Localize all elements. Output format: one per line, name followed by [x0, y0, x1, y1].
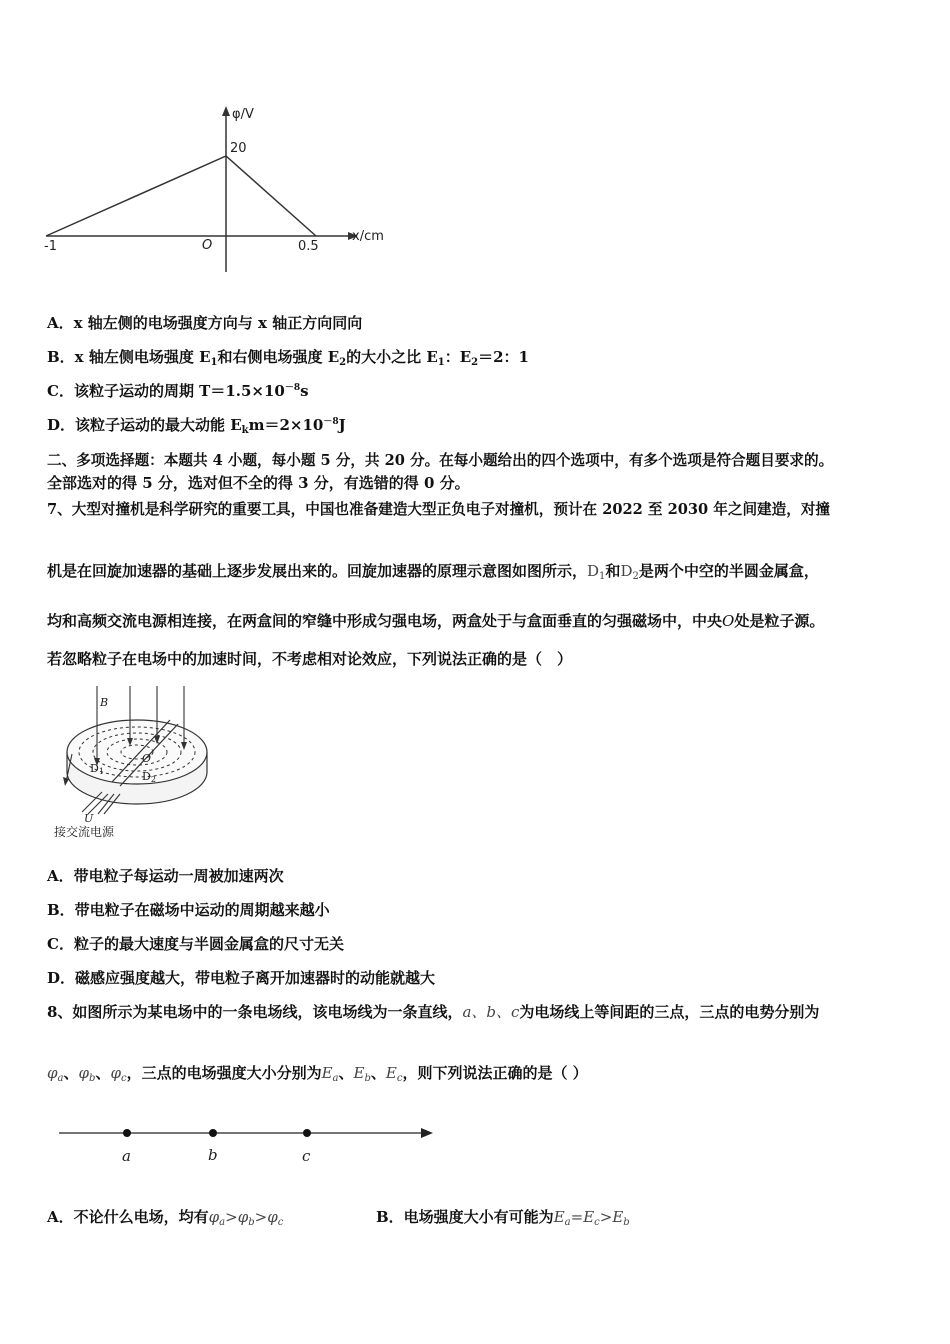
q7-option-b: B．带电粒子在磁场中运动的周期越来越小 — [47, 901, 330, 919]
phi-a-sub: a — [57, 1073, 64, 1084]
q6-option-c — [47, 380, 309, 401]
q8-option-a — [47, 1206, 283, 1228]
q8-b-Ec-sub: c — [594, 1217, 600, 1228]
point-c — [303, 1129, 311, 1137]
q7-d1: D — [587, 562, 600, 580]
label-c: c — [302, 1147, 311, 1165]
q7-line1: 7、大型对撞机是科学研究的重要工具，中国也准备建造大型正负电子对撞机，预计在 2022 至 2030 年之间建造，对撞 — [47, 501, 831, 518]
y-tick-20: 20 — [230, 141, 247, 156]
label-D2: D2 — [142, 770, 156, 784]
q8-a-phi-c: φ — [267, 1208, 278, 1226]
q8-a-phi-a: φ — [208, 1208, 220, 1226]
q8-line1-text: 8、如图所示为某电场中的一条电场线，该电场线为一条直线， — [47, 1003, 463, 1021]
q7-option-a: A．带电粒子每运动一周被加速两次 — [47, 867, 284, 885]
q6-d-sup: －8 — [323, 417, 339, 427]
q8-b-text: B．电场强度大小有可能为 — [376, 1208, 554, 1226]
potential-curve — [46, 156, 316, 236]
q7-line4: 若忽略粒子在电场中的加速时间，不考虑相对论效应，下列说法正确的是（ ） — [47, 650, 573, 668]
q6-b-sub1: 1 — [210, 357, 218, 368]
q6-b-text1: B．x 轴左侧电场强度 E — [47, 348, 211, 366]
E-b: E — [353, 1064, 365, 1082]
q8-line1 — [47, 1001, 819, 1022]
q8-b-eq: = — [570, 1208, 584, 1226]
label-a: a — [122, 1147, 131, 1165]
q8-line1-end: 为电场线上等间距的三点，三点的电势分别为 — [519, 1003, 820, 1021]
q6-d-text2: m＝2×10 — [248, 416, 324, 434]
potential-graph — [40, 100, 410, 280]
q8-a-phi-b-sub: b — [248, 1217, 255, 1228]
q6-c-text2: s — [300, 382, 309, 400]
field-line-arrow — [421, 1128, 433, 1138]
q6-c-text1: C．该粒子运动的周期 T＝1.5×10 — [47, 382, 285, 400]
q6-b-text5: ＝2：1 — [478, 348, 529, 366]
q7-line2 — [47, 560, 819, 582]
q6-option-a: A．x 轴左侧的电场强度方向与 x 轴正方向同向 — [47, 314, 363, 332]
section2-line2: 全部选对的得 5 分，选对但不全的得 3 分，有选错的得 0 分。 — [47, 474, 470, 492]
q6-b-sub2: 2 — [339, 357, 347, 368]
q6-option-d — [47, 414, 346, 436]
q6-b-sub4: 2 — [471, 357, 479, 368]
section2-line1: 二、多项选择题：本题共 4 小题，每小题 5 分，共 20 分。在每小题给出的四个选项中，有多个选项是符合题目要求的。 — [47, 452, 834, 469]
q8-option-b — [376, 1206, 630, 1228]
y-axis-arrow — [222, 106, 230, 116]
E-b-sub: b — [364, 1073, 371, 1084]
q6-d-text3: J — [338, 416, 346, 434]
field-line-figure — [55, 1120, 445, 1170]
phi-c-sub: c — [120, 1073, 127, 1084]
phi-b-sub: b — [89, 1073, 96, 1084]
point-b — [209, 1129, 217, 1137]
q6-c-sup: －8 — [284, 383, 301, 393]
disc-top — [67, 720, 207, 784]
label-D1: D1 — [90, 762, 104, 776]
label-b: b — [208, 1146, 218, 1164]
E-a-sub: a — [332, 1073, 339, 1084]
q8-a-phi-a-sub: a — [219, 1217, 226, 1228]
point-a — [123, 1129, 131, 1137]
q8-b-Eb-sub: b — [623, 1217, 630, 1228]
phi-c: φ — [110, 1064, 121, 1082]
q7-line2-end: 是两个中空的半圆金属盒， — [638, 562, 819, 580]
q6-b-sub3: 1 — [437, 357, 445, 368]
label-U: U — [84, 812, 94, 825]
q7-line3-end: 处是粒子源。 — [734, 612, 825, 630]
q6-b-text2: 和右侧电场强度 E — [217, 348, 340, 366]
figure-caption: 接交流电源 — [54, 825, 115, 839]
q8-line2-end: ，则下列说法正确的是（ ） — [402, 1064, 588, 1082]
q8-b-Ea-sub: a — [564, 1217, 571, 1228]
q7-line3-text: 均和高频交流电源相连接，在两盒间的窄缝中形成匀强电场，两盒处于与盒面垂直的匀强磁场中，中央 — [47, 612, 723, 630]
x-tick-left: -1 — [44, 239, 57, 254]
q8-abc: a、b、c — [462, 1003, 520, 1021]
q7-line2-text: 机是在回旋加速器的基础上逐步发展出来的。回旋加速器的原理示意图如图所示， — [47, 562, 588, 580]
q7-option-c: C．粒子的最大速度与半圆金属盒的尺寸无关 — [47, 935, 344, 953]
q8-a-gt1: > — [225, 1208, 238, 1226]
q8-a-gt2: > — [254, 1208, 268, 1226]
q7-line3 — [47, 610, 824, 631]
origin-label: O — [202, 238, 213, 253]
sep-2: 、 — [95, 1064, 111, 1082]
label-B: B — [100, 696, 109, 709]
cyclotron-figure — [52, 682, 232, 842]
x-axis-label: x/cm — [352, 229, 384, 244]
q6-d-sub: k — [241, 425, 249, 436]
q6-d-text1: D．该粒子运动的最大动能 E — [47, 416, 242, 434]
q8-a-phi-c-sub: c — [277, 1217, 284, 1228]
q7-and: 和 — [605, 562, 621, 580]
E-c-sub: c — [396, 1073, 403, 1084]
E-a: E — [321, 1064, 333, 1082]
q6-b-text3: 的大小之比 E — [346, 348, 438, 366]
sep-3: 、 — [338, 1064, 354, 1082]
q6-b-text4: ：E — [444, 348, 472, 366]
q7-d1-sub: 1 — [599, 571, 606, 582]
E-c: E — [385, 1064, 397, 1082]
y-axis-label: φ/V — [232, 107, 254, 122]
sep-1: 、 — [63, 1064, 79, 1082]
x-tick-right: 0.5 — [298, 239, 319, 254]
q8-b-Ec: E — [583, 1208, 595, 1226]
q7-option-d: D．磁感应强度越大，带电粒子离开加速器时的动能就越大 — [47, 969, 436, 987]
q6-option-b — [47, 346, 529, 368]
q7-d2-sub: 2 — [632, 571, 639, 582]
label-O: O — [142, 752, 152, 765]
q8-line2-mid: ，三点的电场强度大小分别为 — [126, 1064, 322, 1082]
sep-4: 、 — [370, 1064, 386, 1082]
q7-d2: D — [620, 562, 633, 580]
q8-b-Ea: E — [553, 1208, 565, 1226]
q8-a-text: A．不论什么电场，均有 — [47, 1208, 209, 1226]
q8-line2 — [47, 1062, 588, 1084]
q8-b-gt: > — [599, 1208, 613, 1226]
q8-b-Eb: E — [612, 1208, 624, 1226]
q8-a-phi-b: φ — [237, 1208, 249, 1226]
q7-line3-O: O — [722, 612, 735, 630]
phi-b: φ — [78, 1064, 90, 1082]
phi-a: φ — [47, 1064, 58, 1082]
